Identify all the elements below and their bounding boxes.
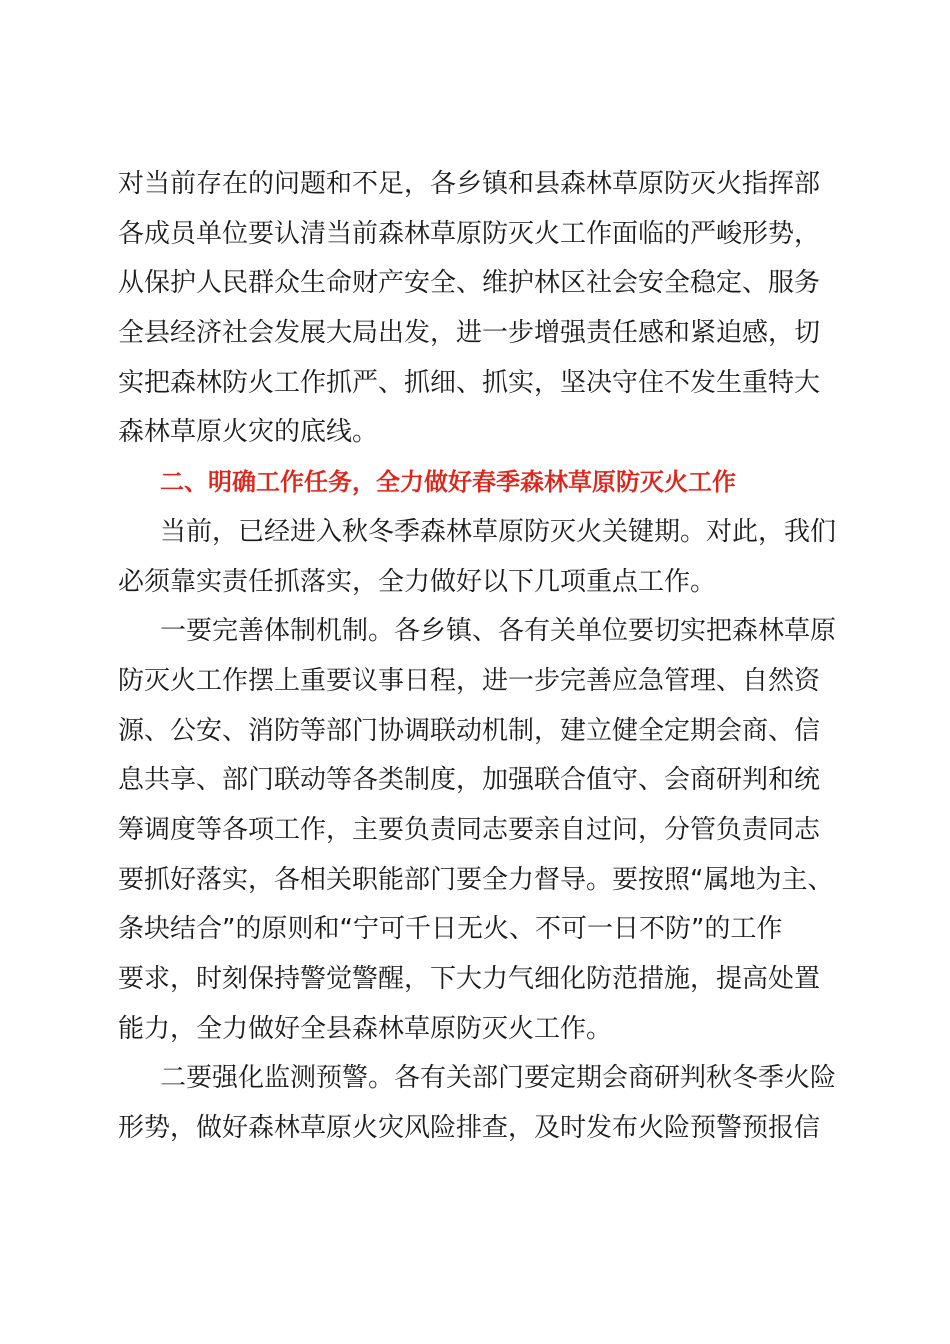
- paragraph-line: 森林草原火灾的底线。: [118, 417, 379, 448]
- paragraph-line: 实把森林防火工作抓严、抓细、抓实，坚决守住不发生重特大: [118, 367, 821, 398]
- paragraph-line: 各成员单位要认清当前森林草原防灭火工作面临的严峻形势，: [118, 218, 821, 249]
- paragraph-line: 要求，时刻保持警觉警醒，下大力气细化防范措施，提高处置: [118, 964, 821, 994]
- paragraph-line: 筹调度等各项工作，主要负责同志要亲自过问，分管负责同志: [118, 814, 821, 845]
- paragraph-line: 当前，已经进入秋冬季森林草原防灭火关键期。对此，我们: [160, 516, 837, 547]
- paragraph-line: 从保护人民群众生命财产安全、维护林区社会安全稳定、服务: [118, 268, 821, 299]
- paragraph-line: 二要强化监测预警。各有关部门要定期会商研判秋冬季火险: [160, 1063, 837, 1094]
- paragraph-line: 防灭火工作摆上重要议事日程，进一步完善应急管理、自然资: [118, 665, 821, 696]
- paragraph-line: 能力，全力做好全县森林草原防灭火工作。: [118, 1013, 613, 1044]
- paragraph-line: 形势，做好森林草原火灾风险排查，及时发布火险预警预报信: [118, 1113, 821, 1144]
- section-heading: 二、明确工作任务，全力做好春季森林草原防灭火工作: [160, 468, 736, 497]
- paragraph-line: 全县经济社会发展大局出发，进一步增强责任感和紧迫感，切: [118, 318, 821, 349]
- paragraph-line: 条块结合”的原则和“宁可千日无火、不可一日不防”的工作: [118, 914, 783, 945]
- document-page: [118, 160, 837, 1154]
- paragraph-line: 要抓好落实，各相关职能部门要全力督导。要按照“属地为主、: [118, 864, 834, 895]
- paragraph-line: 息共享、部门联动等各类制度，加强联合值守、会商研判和统: [118, 765, 821, 796]
- paragraph-line: 对当前存在的问题和不足，各乡镇和县森林草原防灭火指挥部: [118, 169, 821, 199]
- paragraph-line: 必须靠实责任抓落实，全力做好以下几项重点工作。: [118, 566, 717, 597]
- paragraph-line: 源、公安、消防等部门协调联动机制，建立健全定期会商、信: [118, 715, 821, 746]
- paragraph-line: 一要完善体制机制。各乡镇、各有关单位要切实把森林草原: [160, 616, 837, 647]
